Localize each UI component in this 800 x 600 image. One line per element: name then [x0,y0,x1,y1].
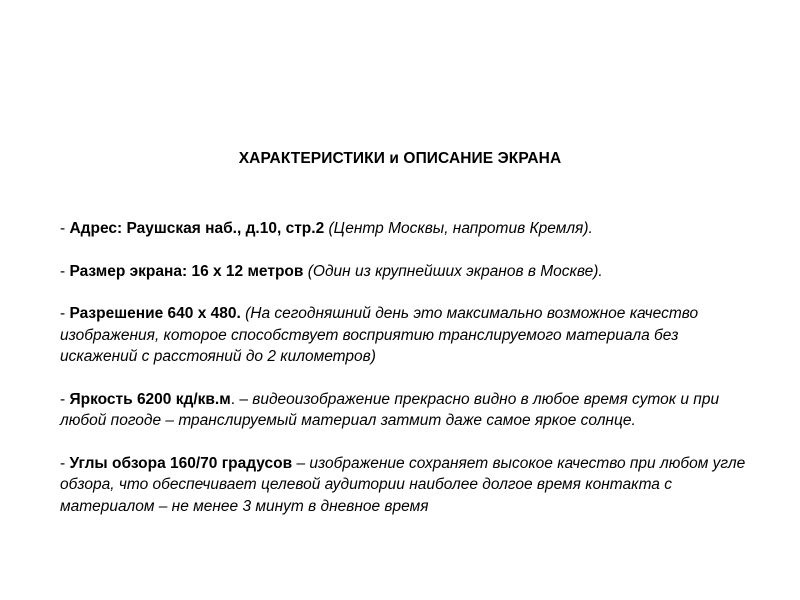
list-bullet: - [60,454,70,472]
screen-size-description: (Один из крупнейших экранов в Москве). [307,262,603,280]
resolution-label: Разрешение 640 х 480. [69,305,241,322]
characteristics-list [60,218,760,538]
address-label: Адрес: Раушская наб., д.10, стр.2 [69,220,325,237]
list-item-viewing-angles [60,453,760,518]
resolution-description: (На сегодняшний день это максимально возможное качество изображения, которое способствует восприятию транслируемого материала без искажений с расстояний до 2 километров) [60,305,699,365]
list-item-resolution [60,303,760,368]
brightness-label: Яркость 6200 кд/кв.м [69,390,231,408]
viewing-angles-label: Углы обзора 160/70 градусов [69,454,293,472]
viewing-angles-description: изображение сохраняет высокое качество при любом угле обзора, что обеспечивает целевой аудитории наиболее долгое время контакта с материалом – не менее 3 минут в дневное время [60,454,746,515]
screen-size-label: Размер экрана: 16 х 12 метров [69,262,304,280]
list-item-brightness [60,389,760,432]
list-bullet: - [60,305,70,322]
list-bullet: - [60,390,70,408]
list-item-address [60,218,760,240]
item-separator: – [292,454,310,472]
list-item-screen-size [60,261,760,283]
brightness-description: видеоизображение прекрасно видно в любое время суток и при любой погоде – транслируемый материал затмит даже самое яркое солнце. [60,390,720,429]
item-separator: . – [230,390,253,408]
list-bullet: - [60,262,70,280]
list-bullet: - [60,220,70,237]
page-title: ХАРАКТЕРИСТИКИ и ОПИСАНИЕ ЭКРАНА [238,150,562,167]
address-description: (Центр Москвы, напротив Кремля). [328,220,593,237]
